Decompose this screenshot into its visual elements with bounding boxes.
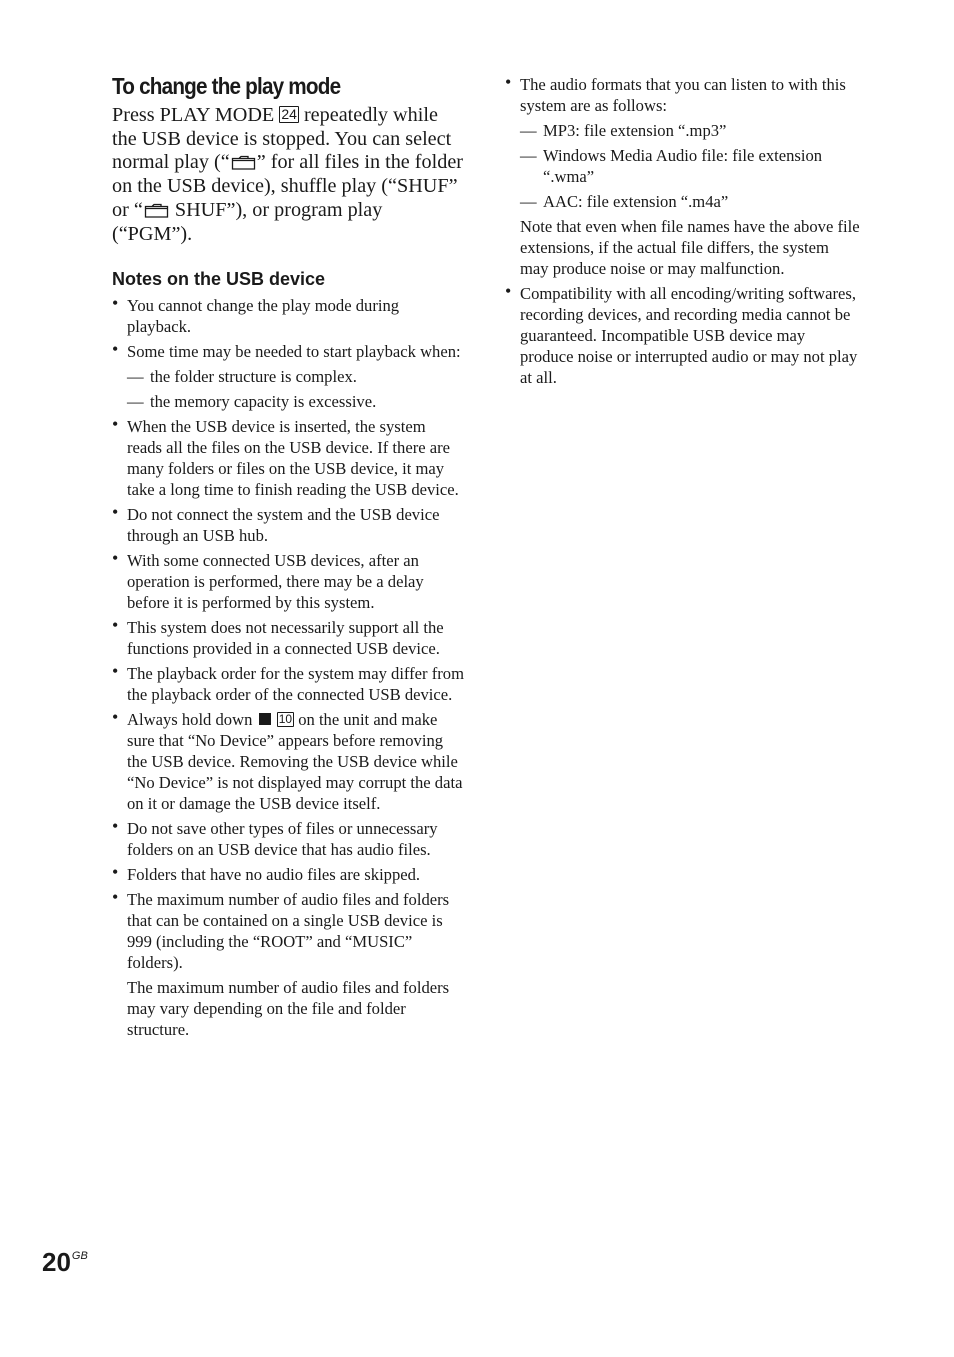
list-item xyxy=(505,74,860,279)
sub-list-item: — MP3: file extension “.mp3” xyxy=(520,120,860,141)
list-item-text: Compatibility with all encoding/writing softwares, recording devices, and recording media cannot be guaranteed. Incompatible USB device may produce noise or interrupted audio or may not play at all. xyxy=(520,284,858,387)
list-item-text: Some time may be needed to start playback when: xyxy=(127,342,461,362)
page-number xyxy=(42,1247,88,1278)
list-item-text: This system does not necessarily support all the functions provided in a connected USB device. xyxy=(127,618,444,659)
sub-list-item: — Windows Media Audio file: file extension “.wma” xyxy=(520,145,860,187)
list-item xyxy=(112,663,464,705)
list-item xyxy=(112,709,464,814)
intro-part-4: SHUF”), or program play (“PGM”). xyxy=(112,198,383,245)
list-item-text: When the USB device is inserted, the system reads all the files on the USB device. If there are many folders or files on the USB device, it may take a long time to finish reading the USB device. xyxy=(127,417,459,500)
list-item xyxy=(112,818,464,860)
folder-icon xyxy=(231,155,256,170)
list-item xyxy=(112,889,464,1040)
intro-paragraph xyxy=(112,104,464,246)
list-item-text: The audio formats that you can listen to with this system are as follows: xyxy=(520,75,846,115)
stop-key-number: 10 xyxy=(278,712,293,727)
list-item-extra: The maximum number of audio files and folders may vary depending on the file and folder structure. xyxy=(127,978,450,1040)
page-number-value: 20 xyxy=(42,1247,71,1277)
sub-list-item: — the memory capacity is excessive. xyxy=(127,391,464,412)
stop-square-icon xyxy=(259,713,271,725)
play-mode-key-number: 24 xyxy=(281,106,297,122)
list-item xyxy=(112,617,464,659)
list-item xyxy=(112,341,464,412)
section-title: To change the play mode xyxy=(112,73,341,99)
list-item xyxy=(112,295,464,337)
notes-list xyxy=(112,295,464,1040)
list-item-text-post: on the unit and make sure that “No Device” appears before removing the USB device. Removing the USB device while “No Device” is not displayed may corrupt the data on it or damage the USB device itself. xyxy=(127,710,463,814)
sub-list xyxy=(520,120,860,212)
list-item-text: The maximum number of audio files and folders that can be contained on a single USB device is 999 (including the “ROOT” and “MUSIC” folders). xyxy=(127,890,450,973)
sub-list xyxy=(127,366,464,412)
list-item xyxy=(112,864,464,885)
list-item-text: Folders that have no audio files are skipped. xyxy=(127,865,421,885)
list-item xyxy=(112,416,464,500)
list-item xyxy=(505,283,860,388)
list-item-text: Do not save other types of files or unnecessary folders on an USB device that has audio files. xyxy=(127,819,438,860)
right-column xyxy=(505,74,860,392)
page-region-suffix: GB xyxy=(71,1250,88,1262)
list-item-text: You cannot change the play mode during playback. xyxy=(127,296,400,337)
folder-icon xyxy=(144,203,169,218)
list-item-extra: Note that even when file names have the above file extensions, if the actual file differs, the system may produce noise or may malfunction. xyxy=(520,217,860,278)
intro-part-2: repeatedly while the USB device is stopped. You can select normal play (“ xyxy=(112,104,452,174)
list-item-text: With some connected USB devices, after an operation is performed, there may be a delay before it is performed by this system. xyxy=(127,551,424,613)
notes-list-continued xyxy=(505,74,860,388)
sub-list-item: — AAC: file extension “.m4a” xyxy=(520,191,860,212)
list-item xyxy=(112,550,464,613)
sub-list-item: — the folder structure is complex. xyxy=(127,366,464,387)
list-item-text: Do not connect the system and the USB device through an USB hub. xyxy=(127,505,440,546)
intro-part-3: ” for all files in the folder on the USB device), shuffle play (“SHUF” or “ xyxy=(112,151,463,221)
intro-part-1: Press PLAY MODE xyxy=(112,104,280,126)
list-item xyxy=(112,504,464,546)
list-item-text: The playback order for the system may differ from the playback order of the connected USB device. xyxy=(127,664,464,705)
list-item-text-pre: Always hold down xyxy=(127,710,257,730)
left-column xyxy=(112,72,464,1044)
notes-heading: Notes on the USB device xyxy=(112,269,326,290)
